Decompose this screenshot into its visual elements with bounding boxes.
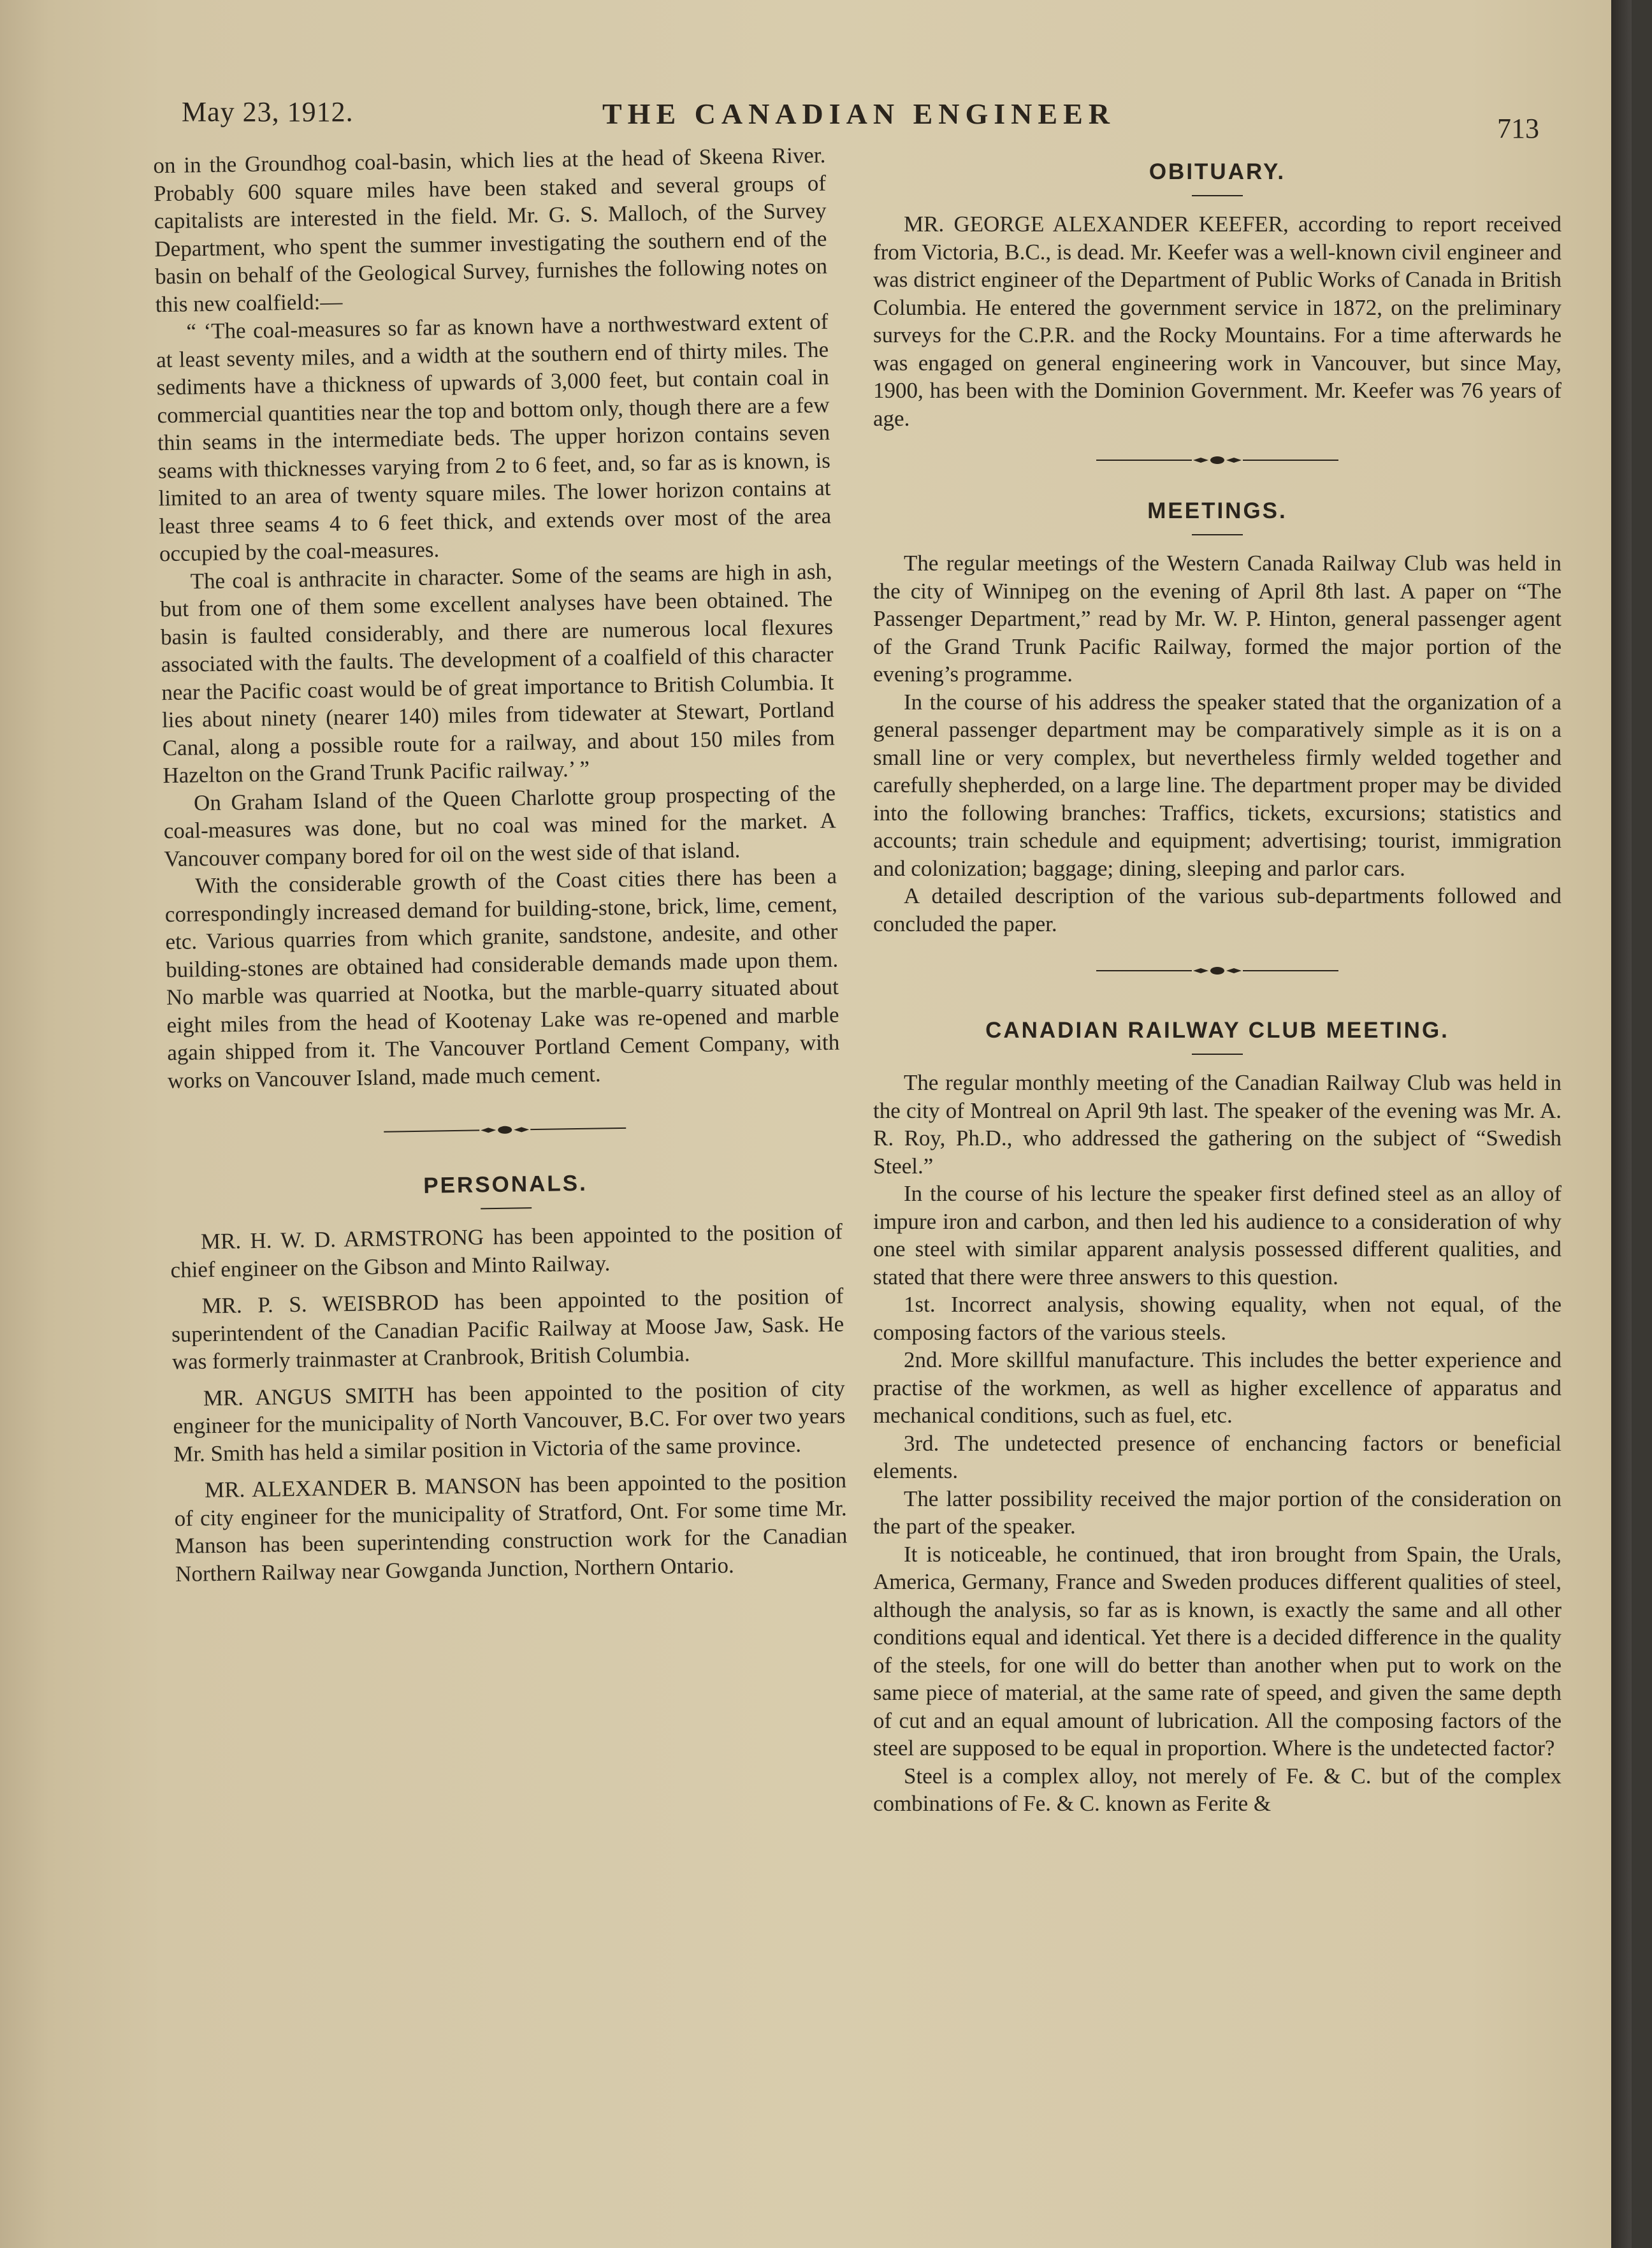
ornament-diamond-icon [479, 1124, 530, 1135]
running-header [182, 96, 1539, 144]
meetings-paragraph-3: A detailed description of the various sub-departments followed and concluded the paper. [873, 883, 1561, 936]
railway-club-heading: CANADIAN RAILWAY CLUB MEETING. [985, 1018, 1449, 1043]
meetings-heading: MEETINGS. [1147, 498, 1287, 523]
coalfield-paragraph-3: The coal is anthracite in character. Some of the seams are high in ash, but from one of them some excellent analyses have been obtained. The basin is faulted considerably, and there are numerous local flexures associated with the faults. The development of a coalfield of this character near the Pacific coast would be of great importance to British Columbia. It lies about ninety (nearer 140) miles from tidewater at Stewart, Portland Canal, along a possible route for a railway, and about 150 miles from Hazelton on the Grand Trunk Pacific railway.’ ” [160, 558, 835, 788]
left-column [153, 141, 848, 1588]
personal-weisbrod: MR. P. S. WEISBROD has been appointed to the position of superintendent of the Canadian Pacific Railway at Moose Jaw, Sask. He was formerly trainmaster at Cranbrook, British Columbia. [171, 1283, 844, 1375]
heading-rule [1192, 195, 1243, 196]
obituary-keefer: MR. GEORGE ALEXANDER KEEFER, according to report received from Victoria, B.C., is dead. Mr. Keefer was a well-known civil engineer and was district engineer of the Department of Public Works of Canada in British Columbia. He entered the government service in 1872, on the preliminary surveys for the C.P.R. and the Rocky Mountains. For a time afterwards he was engaged on general engineering work in Vancouver, but since May, 1900, has been with the Dominion Government. Mr. Keefer was 76 years of age. [873, 212, 1561, 431]
railway-club-paragraph-1: The regular monthly meeting of the Canadian Railway Club was held in the city of Montreal on April 9th last. The speaker of the evening was Mr. A. R. Roy, Ph.D., who addressed the gathering on the subject of “Swedish Steel.” [873, 1070, 1561, 1178]
heading-rule [1192, 534, 1243, 535]
meetings-paragraph-1: The regular meetings of the Western Canada Railway Club was held in the city of Winnipeg on the evening of April 8th last. A paper on “The Passenger Department,” read by Mr. W. P. Hinton, general passenger agent of the Grand Trunk Pacific Railway, formed the major portion of the evening’s programme. [873, 551, 1561, 686]
coalfield-paragraph-1: on in the Groundhog coal-basin, which lies at the head of Skeena River. Probably 600 square miles have been staked and several groups of capitalists are interested in the field. Mr. G. S. Malloch, of the Survey Department, who spent the summer investigating the southern end of the basin on behalf of the Geological Survey, furnishes the following notes on this new coalfield:— [153, 142, 828, 317]
page-number: 713 [1497, 113, 1539, 144]
book-edge [1611, 0, 1632, 2248]
personal-smith: MR. ANGUS SMITH has been appointed to the position of city engineer for the municipality of North Vancouver, B.C. For over two years Mr. Smith has held a similar position in Victoria of the same province. [173, 1375, 846, 1467]
railway-club-paragraph-5: 3rd. The undetected presence of enchancing factors or beneficial elements. [873, 1430, 1561, 1483]
coalfield-paragraph-5: With the considerable growth of the Coast cities there has been a correspondingly increased demand for building-stone, brick, lime, cement, etc. Various quarries from which granite, sandstone, andesite, and other building-stones are obtained had considerable demands made upon them. No marble was quarried at Nootka, but the marble-quarry situated about eight miles from the head of Kootenay Lake was re-opened and marble again shipped from it. The Vancouver Portland Cement Company, with works on Vancouver Island, made much cement. [164, 863, 840, 1093]
section-ornament [873, 966, 1561, 976]
railway-club-paragraph-7: It is noticeable, he continued, that iron brought from Spain, the Urals, America, Germany, France and Sweden produces different qualities of steel, although the analysis, so far as is known, is exactly the same and all other conditions equal and identical. Yet there is a decided difference in the quality of the steels, for one will do better than another when put to work on the same piece of material, at the same rate of speed, and given the same depth of cut and an equal amount of lubrication. All the composing factors of the steel are supposed to be equal in proportion. Where is the undetected factor? [873, 1541, 1561, 1760]
section-ornament [873, 455, 1561, 465]
personals-heading: PERSONALS. [423, 1170, 588, 1198]
coalfield-paragraph-4: On Graham Island of the Queen Charlotte group prospecting of the coal-measures was done, but no coal was mined for the market. A Vancouver company bored for oil on the west side of that island. [163, 780, 836, 871]
railway-club-paragraph-2: In the course of his lecture the speaker first defined steel as an alloy of impure iron and carbon, and then led his audience to a consideration of why one steel with similar apparent analysis possessed different qualities, and stated that there were three answers to this question. [873, 1181, 1561, 1289]
railway-club-paragraph-4: 2nd. More skillful manufacture. This includes the better experience and practise of the workmen, as well as higher excellence of apparatus and mechanical conditions, such as fuel, etc. [873, 1347, 1561, 1428]
railway-club-paragraph-3: 1st. Incorrect analysis, showing equality, when not equal, of the composing factors of the various steels. [873, 1292, 1561, 1345]
right-column [873, 147, 1561, 1818]
personal-armstrong: MR. H. W. D. ARMSTRONG has been appointed to the position of chief engineer on the Gibson and Minto Railway. [170, 1219, 843, 1282]
heading-rule [1192, 1054, 1243, 1055]
ornament-diamond-icon [1192, 455, 1243, 465]
railway-club-paragraph-6: The latter possibility received the major portion of the consideration on the part of the speaker. [873, 1486, 1561, 1539]
ornament-diamond-icon [1192, 966, 1243, 976]
journal-title: THE CANADIAN ENGINEER [602, 98, 1115, 130]
issue-date: May 23, 1912. [182, 96, 354, 127]
meetings-paragraph-2: In the course of his address the speaker stated that the organization of a general passenger department may be comparatively simple as it is on a small line or very complex, but nevertheless firmly welded together and carefully shepherded, on a large line. The department proper may be divided into the following branches: Traffics, tickets, excursions; statistics and accounts; train schedule and equipment; advertising; tourist, immigration and colonization; baggage; dining, sleeping and parlor cars. [873, 689, 1561, 881]
coalfield-paragraph-2: “ ‘The coal-measures so far as known have a northwestward extent of at least seventy miles, and a width at the southern end of thirty miles. The sediments have a thickness of upwards of 3,000 feet, but contain coal in commercial quantities near the top and bottom only, though there are a few thin seams in the intermediate beds. The upper horizon contains seven seams with thicknesses varying from 2 to 6 feet, and, so far as is known, is limited to an area of twenty square miles. The lower horizon contains at least three seams 4 to 6 feet thick, and extends over most of the area occupied by the coal-measures. [156, 308, 832, 567]
obituary-heading: OBITUARY. [1148, 159, 1286, 184]
personal-manson: MR. ALEXANDER B. MANSON has been appointed to the position of city engineer for the municipality of Stratford, Ont. For some time Mr. Manson has been superintending construction work for the Canadian Northern Railway near Gowganda Junction, Northern Ontario. [174, 1467, 848, 1586]
section-ornament [168, 1120, 841, 1141]
railway-club-paragraph-8: Steel is a complex alloy, not merely of Fe. & C. but of the complex combinations of Fe. & C. known as Ferite & [873, 1763, 1561, 1816]
heading-rule [481, 1207, 532, 1209]
